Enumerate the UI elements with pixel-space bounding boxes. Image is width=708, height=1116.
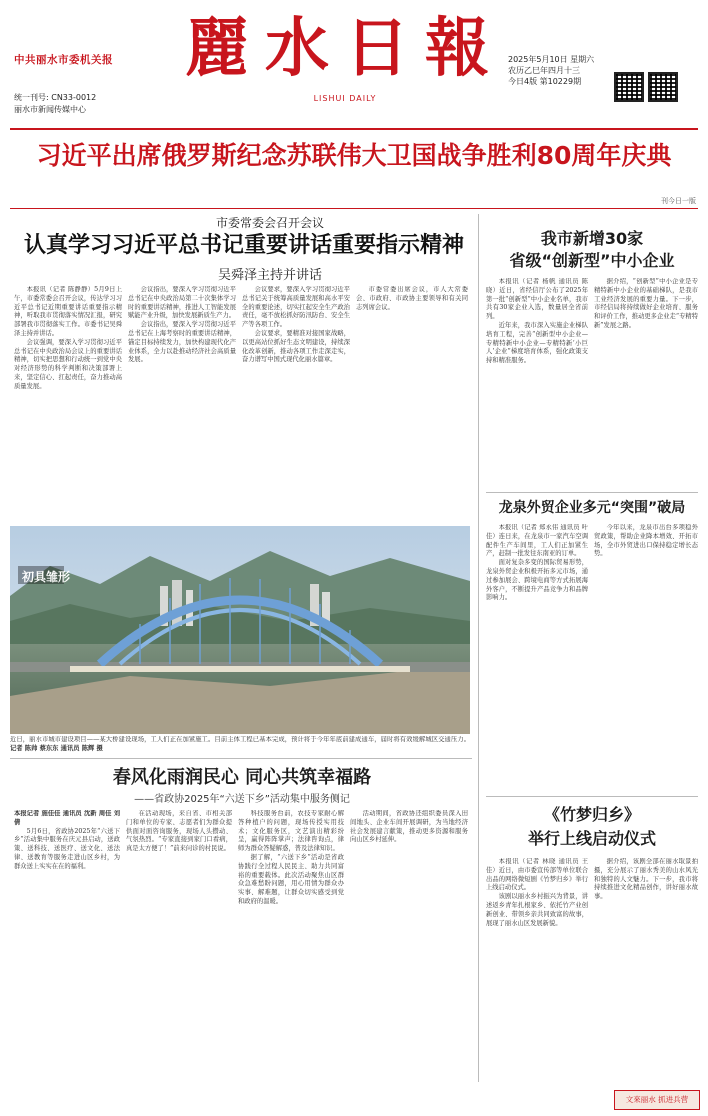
photo-caption bbox=[10, 736, 470, 754]
paragraph: 据介绍，该剧全部在丽水取景拍摄，充分展示了丽水秀美的山水风光和独特的人文魅力。下一步，我市将持续推进文化精品创作，讲好丽水故事。 bbox=[594, 858, 698, 901]
paragraph: 5月6日，省政协2025年“六送下乡”活动集中服务在庆元县启动，送政策、送科技、送医疗、送文化、送法律、送教育等服务走进山区乡村，为群众送上实实在在的福利。 bbox=[14, 827, 120, 870]
divider bbox=[10, 758, 472, 759]
qr-code-icon bbox=[614, 72, 644, 102]
paragraph: 市委常委出席会议，市人大常委会、市政府、市政协主要领导和有关同志列席会议。 bbox=[356, 286, 468, 311]
publisher: 丽水市新闻传媒中心 bbox=[14, 105, 86, 114]
paragraph: 科技服务台前，农技专家耐心解答种植户的问题，现场传授实用技术；文化服务区，文艺演出精彩纷呈，赢得阵阵掌声；法律咨询点，律师为群众答疑解惑，普及法律知识。 bbox=[238, 810, 344, 853]
innovation-column-2 bbox=[594, 278, 698, 488]
spring-column-3 bbox=[238, 810, 344, 1086]
issue-date: 2025年5月10日 星期六 bbox=[508, 55, 595, 64]
footer-ad-banner[interactable]: 文來丽水 抓进兵营 bbox=[614, 1090, 700, 1110]
issue-number: 今日4版 第10229期 bbox=[508, 77, 582, 86]
top-headline[interactable]: 习近平出席俄罗斯纪念苏联伟大卫国战争胜利80周年庆典 bbox=[36, 141, 672, 170]
party-paper-label: 中共丽水市委机关报 bbox=[14, 54, 113, 66]
innovation-column-1 bbox=[486, 278, 588, 488]
lead-byline: 吴舜泽主持并讲话 bbox=[217, 268, 322, 283]
divider bbox=[486, 492, 698, 493]
longquan-column-1 bbox=[486, 524, 588, 792]
paragraph: 面对复杂多变的国际贸易形势，龙泉外贸企业积极开拓多元市场，通过参加展会、跨境电商等方式拓展海外客户，不断提升产品竞争力和品牌影响力。 bbox=[486, 559, 588, 602]
caption-text: 近日，丽水市城市建设项目——某大桥建设现场，工人们正在加紧施工。目前主体工程已基本完成，预计将于今年年底前建成通车，届时将有效缓解城区交通压力。 bbox=[10, 736, 470, 743]
spring-column-1 bbox=[14, 810, 120, 1086]
bamboo-title[interactable]: 《竹梦归乡》 bbox=[543, 805, 640, 824]
longquan-title[interactable]: 龙泉外贸企业多元“突围”破局 bbox=[498, 500, 686, 516]
spring-subtitle: ——省政协2025年“六送下乡”活动集中服务侧记 bbox=[134, 794, 350, 805]
spring-title[interactable]: 春风化雨润民心 同心共筑幸福路 bbox=[112, 767, 372, 788]
paragraph: 近年来，我市深入实施企业梯队培育工程，完善“创新型中小企业—专精特新中小企业—专精特新‘小巨人’企业”梯度培育体系，强化政策支持和精准服务。 bbox=[486, 321, 588, 365]
innovation-title-line2[interactable]: 省级“创新型”中小企业 bbox=[509, 251, 675, 270]
lead-kicker: 市委常委会召开会议 bbox=[215, 216, 324, 230]
issue-date-block bbox=[508, 54, 594, 87]
paragraph: 该剧以丽水乡村振兴为背景，讲述返乡青年扎根家乡、依托竹产业创新创业、带领乡亲共同致富的故事，展现了丽水山区发展新貌。 bbox=[486, 893, 588, 927]
lead-title[interactable]: 认真学习习近平总书记重要讲话重要指示精神 bbox=[23, 233, 464, 258]
paragraph: 会议强调，要深入学习贯彻习近平总书记在中央政治局会议上的重要讲话精神，切实把思想和行动统一到党中央对经济形势的科学判断和决策部署上来，坚定信心、扛起责任，奋力推动高质量发展。 bbox=[14, 338, 122, 390]
paragraph: 据了解，“六送下乡”活动是省政协践行全过程人民民主、助力共同富裕的重要载体。此次活动聚焦山区群众急难愁盼问题，用心用情为群众办实事、解难题，让群众切实感受到党和政府的温暖。 bbox=[238, 853, 344, 905]
lunar-date: 农历乙巳年四月十三 bbox=[508, 66, 580, 75]
divider bbox=[10, 208, 698, 209]
paragraph: 会议要求，要精准对接国家战略，以更高站位抓好生态文明建设，持续深化改革创新，推动各项工作走深走实，奋力谱写中国式现代化丽水篇章。 bbox=[242, 329, 350, 364]
top-headline-note: 刊今日一版 bbox=[661, 197, 696, 205]
bamboo-column-1 bbox=[486, 858, 588, 1084]
bamboo-title-line2[interactable]: 举行上线启动仪式 bbox=[527, 829, 656, 848]
paragraph: 本报讯（记者 林晓 通讯员 王佳）近日，由市委宣传部等单位联合出品的网络微短剧《竹梦归乡》举行上线启动仪式。 bbox=[486, 858, 588, 892]
paragraph: 本报讯（记者 郑永伟 通讯员 叶佳）连日来，在龙泉市一家汽车空调配件生产车间里，工人们正加紧生产，赶制一批发往东南亚的订单。 bbox=[486, 524, 588, 558]
lead-column-2 bbox=[128, 286, 236, 518]
lead-column-3 bbox=[242, 286, 350, 518]
paragraph: 今年以来，龙泉市出台多项稳外贸政策，帮助企业降本增效、开拓市场，全市外贸进出口保持稳定增长态势。 bbox=[594, 524, 698, 558]
paragraph: 本报讯（记者 杨帆 通讯员 陈晓）近日，省经信厅公布了2025年第一批“创新型”中小企业名单，我市共有30家企业入选，数量居全省前列。 bbox=[486, 278, 588, 321]
longquan-column-2 bbox=[594, 524, 698, 792]
lead-column-4 bbox=[356, 286, 468, 518]
divider bbox=[486, 796, 698, 797]
masthead bbox=[0, 0, 708, 128]
paragraph: 活动期间，省政协还组织委员深入田间地头、企业车间开展调研，为当地经济社会发展建言献策，推动更多资源和服务向山区乡村延伸。 bbox=[350, 810, 468, 844]
paragraph: 会议要求，要深入学习贯彻习近平总书记关于统筹高质量发展和高水平安全的重要论述，切实扛起安全生产政治责任，毫不放松抓好防汛防台、安全生产等各项工作。 bbox=[242, 286, 350, 329]
byline: 本报记者 施佳佳 通讯员 沈新 周佳 刘倩 bbox=[14, 810, 120, 826]
masthead-rule bbox=[10, 128, 698, 130]
photo-credit: 记者 陈帅 蔡东东 通讯员 陈辉 摄 bbox=[10, 744, 103, 752]
photo-tag: 初具雏形 bbox=[22, 570, 71, 584]
cn-code: 统一刊号: CN33-0012 bbox=[14, 93, 97, 102]
bridge-illustration bbox=[10, 526, 470, 734]
spring-column-2 bbox=[126, 810, 232, 1086]
publication-info bbox=[14, 92, 96, 116]
lead-column-1 bbox=[14, 286, 122, 518]
paragraph: 本报讯（记者 陈静静）5月9日上午，市委常委会召开会议，传达学习习近平总书记近期重要讲话重要指示精神，听取我市贯彻落实情况汇报，研究部署我市贯彻落实工作。市委书记吴舜泽主持并讲话。 bbox=[14, 286, 122, 337]
newspaper-title: 麗水日報 bbox=[185, 11, 505, 86]
column-divider bbox=[478, 214, 479, 1082]
paragraph: 会议指出，要深入学习贯彻习近平总书记在上海考察时的重要讲话精神，锚定目标持续发力，加快构建现代化产业体系，全力以赴推动经济社会高质量发展。 bbox=[128, 321, 236, 364]
paragraph: 会议指出，要深入学习贯彻习近平总书记在中央政治局第二十次集体学习时的重要讲话精神，推进人工智能发展赋能产业升级，加快发展新质生产力。 bbox=[128, 286, 236, 320]
spring-column-4 bbox=[350, 810, 468, 1086]
bamboo-column-2 bbox=[594, 858, 698, 1084]
paragraph: 在活动现场，来自省、市相关部门和单位的专家、志愿者们为群众提供面对面咨询服务，现场人头攒动、气氛热烈。“专家直接到家门口看病，真是太方便了！”前来问诊的村民说。 bbox=[126, 810, 232, 853]
bridge-photo[interactable] bbox=[10, 526, 470, 734]
paragraph: 据介绍，“创新型”中小企业是专精特新中小企业的基础梯队，是我市工业经济发展的重要力量。下一步，市经信局将持续做好企业培育、服务和评价工作，推动更多企业走“专精特新”发展之路。 bbox=[594, 278, 698, 329]
qr-code-icon bbox=[648, 72, 678, 102]
newspaper-subtitle: LISHUI DAILY bbox=[313, 94, 377, 103]
innovation-title[interactable]: 我市新增30家 bbox=[540, 229, 644, 248]
